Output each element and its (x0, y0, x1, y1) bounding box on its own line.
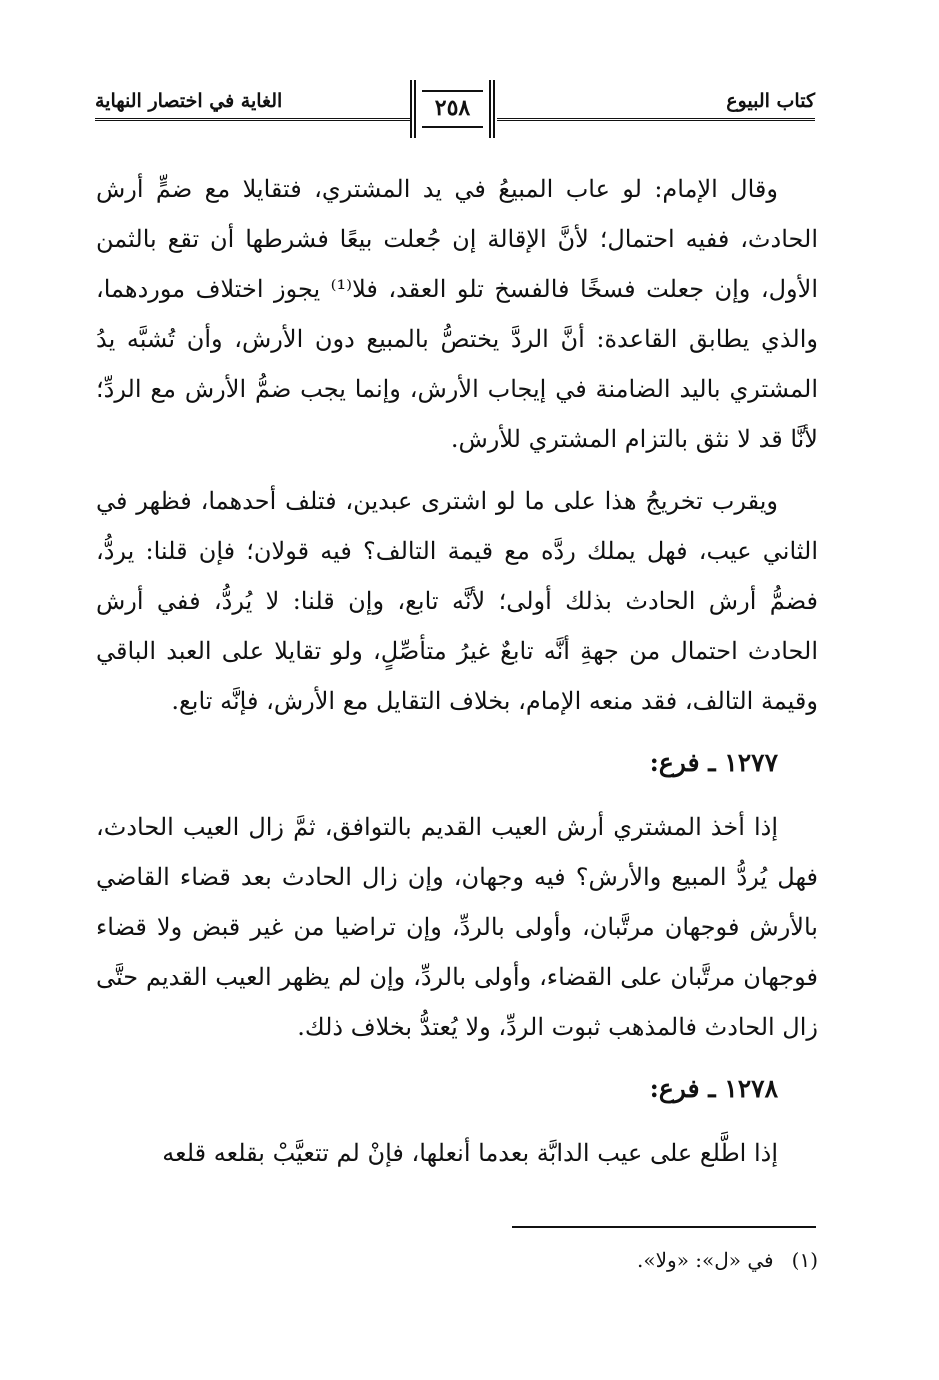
branch-heading-1277: ١٢٧٧ ـ فرع: (649, 748, 778, 777)
page-header (95, 88, 815, 128)
footnote (420, 1243, 818, 1277)
page-number-frame (410, 80, 495, 138)
footnote-text: في «ل»: «ولا». (637, 1248, 774, 1272)
paragraph-arsh-taken: إذا أخذ المشتري أرش العيب القديم بالتوافق، ثمَّ زال العيب الحادث، فهل يُردُّ المبيع والأرش؟ فيه وجهان، وإن زال الحادث بعد قضاء القاضي بالأرش فوجهان مرتَّبان، وأولى بالردِّ، وإن تراضيا من غير قبض ولا قضاء فوجهان مرتَّبان على القضاء، وأولى بالردِّ، وإن لم يظهر العيب القديم حتَّى زال الحادث فالمذهب ثبوت الردِّ، ولا يُعتدُّ بخلاف ذلك. (96, 813, 818, 1041)
paragraph-animal-defect: إذا اطَّلع على عيب الدابَّة بعدما أنعلها، فإنْ لم تتعيَّبْ بقلعه قلعه (162, 1139, 778, 1167)
header-rule-right (497, 118, 815, 121)
page-number: ٢٥٨ (434, 95, 471, 121)
paragraph-two-slaves: ويقرب تخريجُ هذا على ما لو اشترى عبدين، فتلف أحدهما، فظهر في الثاني عيب، فهل يملك ردَّه مع قيمة التالف؟ فيه قولان؛ فإن قلنا: يردُّ، فضمُّ أرش الحادث بذلك أولى؛ لأنَّه تابع، وإن قلنا: لا يُردُّ، ففي أرش الحادث احتمال من جهةِ أنَّه تابعٌ غيرُ متأصِّلٍ، ولو تقايلا على العبد الباقي وقيمة التالف، فقد منعه الإمام، بخلاف التقايل مع الأرش، فإنَّه تابع. (96, 487, 818, 715)
branch-heading-1278: ١٢٧٨ ـ فرع: (649, 1074, 778, 1103)
footnote-divider (512, 1226, 816, 1228)
main-text (96, 164, 818, 1178)
section-title: الغاية في اختصار النهاية (95, 90, 283, 112)
header-rule-left (95, 118, 410, 121)
book-title: كتاب البيوع (726, 90, 815, 112)
footnote-number: (١) (791, 1248, 818, 1272)
paragraph-imam-opinion: وقال الإمام: لو عاب المبيعُ في يد المشتري، فتقايلا مع ضمٍّ أرش الحادث، ففيه احتمال؛ لأنَّ الإقالة إن جُعلت بيعًا فشرطها أن تقع بالثمن الأول، وإن جعلت فسخًا فالفسخ تلو العقد، فلا⁽¹⁾ يجوز اختلاف موردهما، والذي يطابق القاعدة: أنَّ الردَّ يختصُّ بالمبيع دون الأرش، وأن تُشبَّه يدُ المشتري باليد الضامنة في إيجاب الأرش، وإنما يجب ضمُّ الأرش مع الردِّ؛ لأنَّا قد لا نثق بالتزام المشتري للأرش. (96, 175, 818, 453)
